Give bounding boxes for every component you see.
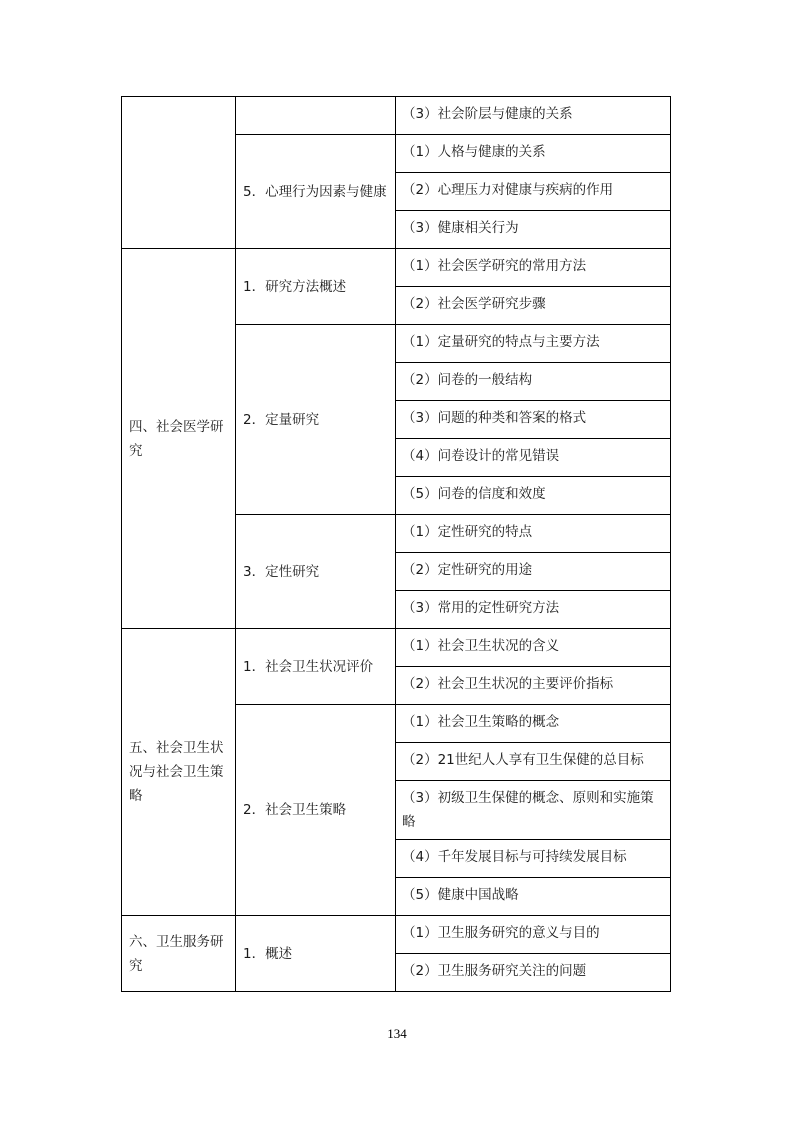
item-cell: （3）社会阶层与健康的关系 <box>396 97 671 135</box>
item-cell: （2）问卷的一般结构 <box>396 363 671 401</box>
table-row <box>122 249 671 287</box>
item-cell: （4）千年发展目标与可持续发展目标 <box>396 840 671 878</box>
chapter-cell: 五、社会卫生状况与社会卫生策略 <box>122 629 236 916</box>
page-number: 134 <box>387 1026 407 1041</box>
item-cell: （3）常用的定性研究方法 <box>396 591 671 629</box>
syllabus-table <box>121 96 671 992</box>
table-row <box>122 629 671 667</box>
item-cell: （2）定性研究的用途 <box>396 553 671 591</box>
item-cell: （2）21世纪人人享有卫生保健的总目标 <box>396 743 671 781</box>
table-row <box>122 97 671 135</box>
syllabus-table-body <box>122 97 671 992</box>
item-cell: （2）社会医学研究步骤 <box>396 287 671 325</box>
table-row <box>122 916 671 954</box>
chapter-cell: 四、社会医学研究 <box>122 249 236 629</box>
item-cell: （5）健康中国战略 <box>396 878 671 916</box>
unit-cell: 1．概述 <box>236 916 396 992</box>
unit-cell: 1．研究方法概述 <box>236 249 396 325</box>
item-cell: （3）问题的种类和答案的格式 <box>396 401 671 439</box>
item-cell: （2）心理压力对健康与疾病的作用 <box>396 173 671 211</box>
item-cell: （2）社会卫生状况的主要评价指标 <box>396 667 671 705</box>
item-cell: （1）社会医学研究的常用方法 <box>396 249 671 287</box>
item-cell: （1）人格与健康的关系 <box>396 135 671 173</box>
item-cell: （2）卫生服务研究关注的问题 <box>396 954 671 992</box>
chapter-cell <box>122 97 236 249</box>
unit-cell: 2．定量研究 <box>236 325 396 515</box>
item-cell: （3）健康相关行为 <box>396 211 671 249</box>
chapter-cell: 六、卫生服务研究 <box>122 916 236 992</box>
item-cell: （3）初级卫生保健的概念、原则和实施策略 <box>396 781 671 840</box>
item-cell: （1）定量研究的特点与主要方法 <box>396 325 671 363</box>
unit-cell: 2．社会卫生策略 <box>236 705 396 916</box>
item-cell: （4）问卷设计的常见错误 <box>396 439 671 477</box>
item-cell: （1）卫生服务研究的意义与目的 <box>396 916 671 954</box>
unit-cell: 3．定性研究 <box>236 515 396 629</box>
item-cell: （1）社会卫生策略的概念 <box>396 705 671 743</box>
item-cell: （5）问卷的信度和效度 <box>396 477 671 515</box>
unit-cell: 5．心理行为因素与健康 <box>236 135 396 249</box>
item-cell: （1）社会卫生状况的含义 <box>396 629 671 667</box>
unit-cell <box>236 97 396 135</box>
unit-cell: 1．社会卫生状况评价 <box>236 629 396 705</box>
item-cell: （1）定性研究的特点 <box>396 515 671 553</box>
